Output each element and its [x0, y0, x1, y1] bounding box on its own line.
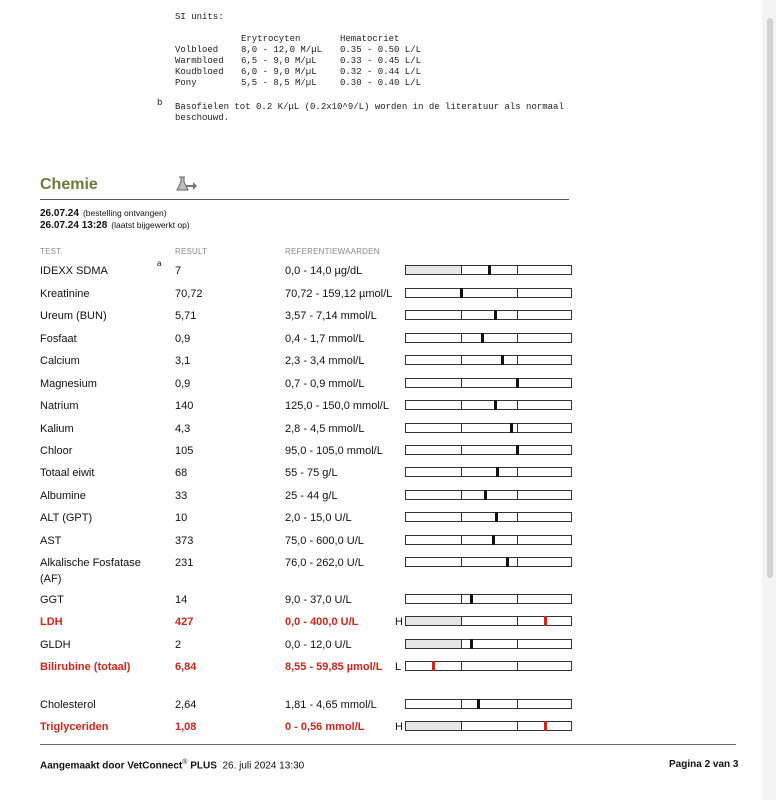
- bar-divider-low: [461, 700, 462, 708]
- reference-range-bar: [405, 423, 572, 433]
- table-row: [0, 465, 776, 485]
- col-ref: REFERENTIEWAARDEN: [285, 247, 380, 256]
- footnote-b-text-2: beschouwd.: [175, 113, 230, 123]
- bar-divider-high: [517, 722, 518, 730]
- test-result: 105: [175, 445, 194, 457]
- order-received: 26.07.24 (bestelling ontvangen): [40, 208, 167, 219]
- table-row: [0, 443, 776, 463]
- reference-range-bar: [405, 265, 572, 275]
- bar-divider-low: [461, 640, 462, 648]
- table-row: [0, 659, 776, 679]
- bar-divider-high: [517, 289, 518, 297]
- table-row: [0, 719, 776, 739]
- result-marker: [470, 594, 473, 604]
- bar-divider-high: [517, 617, 518, 625]
- page-number: Pagina 2 van 3: [669, 759, 739, 770]
- test-name: Ureum (BUN): [40, 310, 107, 322]
- test-name: Alkalische Fosfatase (AF): [40, 557, 141, 585]
- test-flag: H: [395, 616, 403, 628]
- section-title: Chemie: [40, 176, 98, 193]
- table-row: [0, 533, 776, 553]
- si-units-ery: 6,0 - 9,0 M/µL: [241, 67, 317, 77]
- test-name: Magnesium: [40, 378, 97, 390]
- bar-divider-low: [461, 722, 462, 730]
- reference-range-bar: [405, 639, 572, 649]
- test-reference: 25 - 44 g/L: [285, 490, 338, 502]
- test-name: IDEXX SDMA: [40, 265, 108, 277]
- col-hematocriet: Hematocriet: [340, 34, 400, 44]
- table-row: [0, 697, 776, 717]
- result-marker: [501, 355, 504, 365]
- table-row: [0, 331, 776, 351]
- test-name: Albumine: [40, 490, 86, 502]
- bar-divider-high: [517, 356, 518, 364]
- test-result: 0,9: [175, 333, 191, 345]
- test-reference: 76,0 - 262,0 U/L: [285, 557, 364, 569]
- test-name: Kreatinine: [40, 288, 90, 300]
- bar-low-shade: [406, 722, 461, 730]
- si-units-label: Volbloed: [175, 45, 219, 55]
- bar-low-shade: [406, 266, 461, 274]
- result-marker: [484, 490, 487, 500]
- table-row: [0, 376, 776, 396]
- table-row: [0, 421, 776, 441]
- reference-range-bar: [405, 594, 572, 604]
- result-marker: [510, 423, 513, 433]
- result-marker: [516, 378, 519, 388]
- test-result: 6,84: [175, 661, 197, 673]
- table-row: [0, 353, 776, 373]
- result-marker: [432, 661, 435, 671]
- reference-range-bar: [405, 333, 572, 343]
- bar-divider-low: [461, 266, 462, 274]
- col-result: RESULT: [175, 247, 208, 256]
- si-units-hct: 0.32 - 0.44 L/L: [340, 67, 422, 77]
- bar-divider-low: [461, 379, 462, 387]
- table-row: [0, 592, 776, 612]
- result-marker: [516, 445, 519, 455]
- table-row: [0, 637, 776, 657]
- reference-range-bar: [405, 467, 572, 477]
- bar-divider-low: [461, 595, 462, 603]
- si-units-ery: 6,5 - 9,0 M/µL: [241, 56, 317, 66]
- test-reference: 8,55 - 59,85 µmol/L: [285, 661, 383, 673]
- test-name: Natrium: [40, 400, 79, 412]
- test-flag: L: [395, 661, 402, 673]
- bar-low-shade: [406, 640, 461, 648]
- result-marker: [506, 557, 509, 567]
- result-marker: [496, 467, 499, 477]
- bar-divider-low: [461, 617, 462, 625]
- test-name: LDH: [40, 616, 63, 628]
- test-name: ALT (GPT): [40, 512, 93, 524]
- footer-rule: [40, 744, 736, 745]
- result-marker: [460, 288, 463, 298]
- test-name: Cholesterol: [40, 699, 96, 711]
- table-row: [0, 259, 776, 283]
- footer-made-by: Aangemaakt door VetConnect® PLUS 26. juli 2024 13:30: [40, 759, 305, 772]
- bar-divider-low: [461, 356, 462, 364]
- test-result: 68: [175, 467, 188, 479]
- table-row: [0, 510, 776, 530]
- test-name: Kalium: [40, 423, 74, 435]
- result-marker: [488, 265, 491, 275]
- reference-range-bar: [405, 445, 572, 455]
- test-name: GGT: [40, 594, 64, 606]
- test-reference: 0,0 - 12,0 U/L: [285, 639, 352, 651]
- bar-divider-high: [517, 334, 518, 342]
- bar-divider-low: [461, 401, 462, 409]
- test-result: 1,08: [175, 721, 197, 733]
- test-reference: 0 - 0,56 mmol/L: [285, 721, 365, 733]
- bar-divider-low: [461, 491, 462, 499]
- reference-range-bar: [405, 355, 572, 365]
- test-reference: 0,0 - 14,0 µg/dL: [285, 265, 363, 277]
- reference-range-bar: [405, 288, 572, 298]
- bar-divider-high: [517, 424, 518, 432]
- bar-divider-high: [517, 595, 518, 603]
- si-units-hct: 0.35 - 0.50 L/L: [340, 45, 422, 55]
- test-reference: 75,0 - 600,0 U/L: [285, 535, 364, 547]
- test-result: 5,71: [175, 310, 197, 322]
- test-reference: 9,0 - 37,0 U/L: [285, 594, 352, 606]
- test-name: Chloor: [40, 445, 73, 457]
- bar-divider-high: [517, 662, 518, 670]
- bar-divider-low: [461, 468, 462, 476]
- result-marker: [544, 721, 547, 731]
- test-result: 0,9: [175, 378, 191, 390]
- test-result: 33: [175, 490, 188, 502]
- test-reference: 1,81 - 4,65 mmol/L: [285, 699, 377, 711]
- result-marker: [492, 535, 495, 545]
- si-units-hct: 0.30 - 0.40 L/L: [340, 78, 422, 88]
- table-row: [0, 308, 776, 328]
- test-reference: 2,3 - 3,4 mmol/L: [285, 355, 365, 367]
- table-row: [0, 286, 776, 306]
- bar-divider-high: [517, 266, 518, 274]
- test-reference: 125,0 - 150,0 mmol/L: [285, 400, 389, 412]
- bar-divider-low: [461, 424, 462, 432]
- bar-divider-high: [517, 513, 518, 521]
- bar-divider-low: [461, 311, 462, 319]
- reference-range-bar: [405, 400, 572, 410]
- test-reference: 0,7 - 0,9 mmol/L: [285, 378, 365, 390]
- si-units-ery: 8,0 - 12,0 M/µL: [241, 45, 323, 55]
- test-flag: H: [395, 721, 403, 733]
- bar-divider-low: [461, 513, 462, 521]
- table-row: [0, 488, 776, 508]
- bar-divider-high: [517, 640, 518, 648]
- col-test: TEST: [40, 247, 62, 256]
- test-reference: 2,8 - 4,5 mmol/L: [285, 423, 365, 435]
- result-marker: [470, 639, 473, 649]
- reference-range-bar: [405, 616, 572, 626]
- bar-divider-low: [461, 662, 462, 670]
- test-result: 140: [175, 400, 194, 412]
- reference-range-bar: [405, 699, 572, 709]
- reference-range-bar: [405, 535, 572, 545]
- col-erythrocyten: Erytrocyten: [241, 34, 301, 44]
- result-marker: [494, 310, 497, 320]
- test-reference: 95,0 - 105,0 mmol/L: [285, 445, 383, 457]
- bar-low-shade: [406, 617, 461, 625]
- si-units-label: Koudbloed: [175, 67, 224, 77]
- test-name: Totaal eiwit: [40, 467, 95, 479]
- last-updated: 26.07.24 13:28 (laatst bijgewerkt op): [40, 220, 190, 231]
- section-rule: [40, 199, 569, 200]
- test-reference: 0,0 - 400,0 U/L: [285, 616, 359, 628]
- bar-divider-low: [461, 536, 462, 544]
- footnote-b-marker: b: [157, 98, 163, 108]
- bar-divider-high: [517, 401, 518, 409]
- test-name: Triglyceriden: [40, 721, 109, 733]
- test-reference: 70,72 - 159,12 µmol/L: [285, 288, 393, 300]
- result-marker: [481, 333, 484, 343]
- test-result: 4,3: [175, 423, 191, 435]
- bar-divider-low: [461, 446, 462, 454]
- table-row: [0, 614, 776, 634]
- test-name: Fosfaat: [40, 333, 77, 345]
- bar-divider-high: [517, 468, 518, 476]
- test-result: 427: [175, 616, 194, 628]
- test-result: 2: [175, 639, 182, 651]
- table-row: [0, 555, 776, 585]
- si-units-label: Warmbloed: [175, 56, 224, 66]
- bar-divider-high: [517, 700, 518, 708]
- bar-divider-high: [517, 558, 518, 566]
- reference-range-bar: [405, 490, 572, 500]
- test-reference: 0,4 - 1,7 mmol/L: [285, 333, 365, 345]
- si-units-title: SI units:: [175, 12, 224, 22]
- test-name: Bilirubine (totaal): [40, 661, 131, 673]
- reference-range-bar: [405, 721, 572, 731]
- reference-range-bar: [405, 310, 572, 320]
- test-result: 10: [175, 512, 188, 524]
- test-result: 7: [175, 265, 182, 277]
- si-units-ery: 5,5 - 8,5 M/µL: [241, 78, 317, 88]
- test-result: 70,72: [175, 288, 203, 300]
- result-marker: [544, 616, 547, 626]
- test-reference: 2,0 - 15,0 U/L: [285, 512, 352, 524]
- bar-divider-high: [517, 311, 518, 319]
- si-units-label: Pony: [175, 78, 197, 88]
- result-marker: [495, 512, 498, 522]
- table-row: [0, 398, 776, 418]
- test-result: 2,64: [175, 699, 197, 711]
- test-result: 3,1: [175, 355, 191, 367]
- test-footnote: a: [157, 259, 162, 268]
- bar-divider-low: [461, 558, 462, 566]
- footnote-b-text-1: Basofielen tot 0.2 K/µL (0.2x10^9/L) worden in de literatuur als normaal: [175, 102, 564, 112]
- bar-divider-low: [461, 334, 462, 342]
- test-result: 14: [175, 594, 188, 606]
- reference-range-bar: [405, 557, 572, 567]
- si-units-hct: 0.33 - 0.45 L/L: [340, 56, 422, 66]
- bar-divider-high: [517, 491, 518, 499]
- bar-divider-high: [517, 536, 518, 544]
- reference-range-bar: [405, 661, 572, 671]
- test-name: AST: [40, 535, 62, 547]
- reference-range-bar: [405, 378, 572, 388]
- test-name: Calcium: [40, 355, 80, 367]
- test-result: 231: [175, 557, 194, 569]
- result-marker: [494, 400, 497, 410]
- test-reference: 55 - 75 g/L: [285, 467, 338, 479]
- reference-range-bar: [405, 512, 572, 522]
- test-name: GLDH: [40, 639, 71, 651]
- flask-share-icon[interactable]: [176, 176, 198, 197]
- result-marker: [477, 699, 480, 709]
- test-result: 373: [175, 535, 194, 547]
- test-reference: 3,57 - 7,14 mmol/L: [285, 310, 377, 322]
